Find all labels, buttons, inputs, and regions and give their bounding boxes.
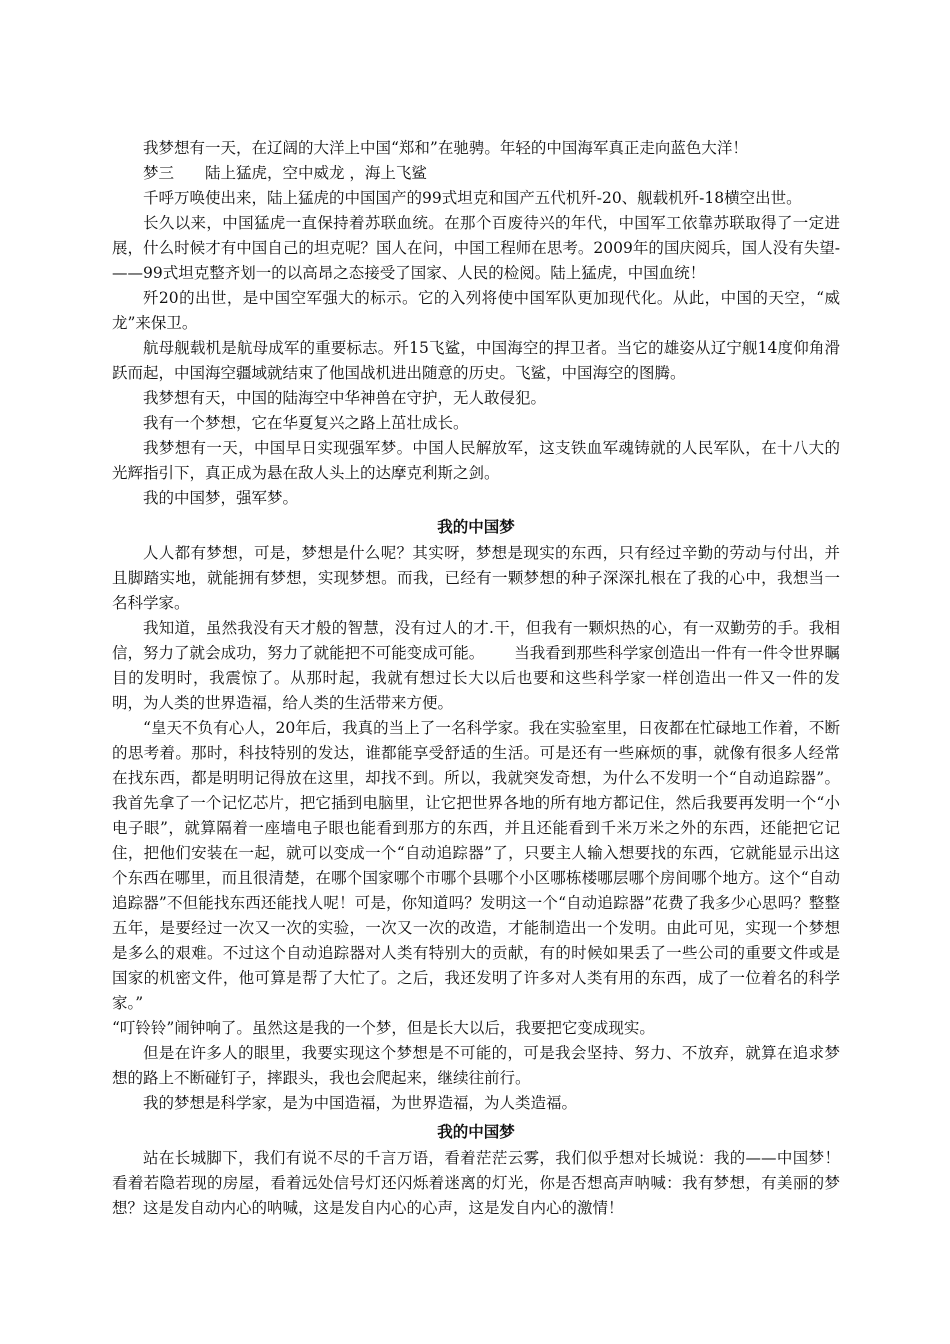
paragraph-tank-history: 长久以来，中国猛虎一直保持着苏联血统。在那个百废待兴的年代，中国军工依靠苏联取得了一定进展，什么时候才有中国自己的坦克呢？国人在问，中国工程师在思考。2009年的国庆阅兵，国人没有失望-——99式坦克整齐划一的以高昂之态接受了国家、人民的检阅。陆上猛虎，中国血统！ (112, 214, 840, 282)
paragraph-great-wall: 站在长城脚下，我们有说不尽的千言万语，看着茫茫云雾，我们似乎想对长城说：我的——中国梦！看着若隐若现的房屋，看着远处信号灯还闪烁着迷离的灯光，你是否想高声呐喊：我有梦想，有美丽的梦想？这是发自动内心的呐喊，这是发自内心的心声，这是发自内心的激情！ (112, 1149, 840, 1217)
paragraph-zhenghe-dream: 我梦想有一天，在辽阔的大洋上中国“郑和”在驰骋。年轻的中国海军真正走向蓝色大洋！ (143, 139, 748, 157)
paragraph-hardworking (112, 616, 840, 716)
essay-title-scientist: 我的中国梦 (437, 518, 515, 536)
paragraph-dream-three-heading: 梦三 陆上猛虎，空中威龙 ，海上飞鲨 (143, 164, 427, 182)
paragraph-revival-dream: 我有一个梦想，它在华夏复兴之路上茁壮成长。 (143, 414, 469, 432)
essay-title-great-wall: 我的中国梦 (437, 1123, 515, 1141)
paragraph-strong-army-dream: 我梦想有一天，中国早日实现强军梦。中国人民解放军，这支铁血军魂铸就的人民军队，在十八大的光辉指引下，真正成为悬在敌人头上的达摩克利斯之剑。 (112, 439, 840, 482)
paragraph-alarm-clock: “叮铃铃”闹钟响了。虽然这是我的一个梦，但是长大以后，我要把它变成现实。 (112, 1019, 655, 1037)
paragraph-guardian-beasts: 我梦想有天，中国的陆海空中华神兽在守护，无人敢侵犯。 (143, 389, 547, 407)
paragraph-j15: 航母舰载机是航母成军的重要标志。歼15飞鲨，中国海空的捍卫者。当它的雄姿从辽宁舰14度仰角滑跃而起，中国海空疆域就结束了他国战机进出随意的历史。飞鲨，中国海空的图腾。 (112, 339, 840, 382)
paragraph-auto-tracker-story: “皇天不负有心人，20年后，我真的当上了一名科学家。我在实验室里，日夜都在忙碌地工作着，不断的思考着。那时，科技特别的发达，谁都能享受舒适的生活。可是还有一些麻烦的事，就像有很多人经常在找东西，都是明明记得放在这里，却找不到。所以，我就突发奇想，为什么不发明一个“自动追踪器”。我首先拿了一个记忆芯片，把它插到电脑里，让它把世界各地的所有地方都记住，然后我要再发明一个“小电子眼”，就算隔着一座墙电子眼也能看到那方的东西，并且还能看到千米万米之外的东西，还能把它记住，把他们安装在一起，就可以变成一个“自动追踪器”了，只要主人输入想要找的东西，它就能显示出这个东西在哪里，而且很清楚，在哪个国家哪个市哪个县哪个小区哪栋楼哪层哪个房间哪个地方。这个“自动追踪器”不但能找东西还能找人呢！可是，你知道吗？发明这一个“自动追踪器”花费了我多少心思吗？整整五年，是要经过一次又一次的实验，一次又一次的改造，才能制造出一个发明。由此可见，实现一个梦想是多么的艰难。不过这个自动追踪器对人类有特别大的贡献，有的时候如果丢了一些公司的重要文件或是国家的机密文件，他可算是帮了大忙了。之后，我还发明了许多对人类有用的东西，成了一位着名的科学家。” (112, 719, 840, 1012)
paragraph-persist: 但是在许多人的眼里，我要实现这个梦想是不可能的，可是我会坚持、努力、不放弃，就算在追求梦想的路上不断碰钉子，摔跟头，我也会爬起来，继续往前行。 (112, 1044, 840, 1087)
paragraph-hardworking-part2: 当我看到那些科学家创造出一件有一件令世界瞩目的发明时，我震惊了。从那时起，我就有想过长大以后也要和这些科学家一样创造出一件又一件的发明，为人类的世界造福，给人类的生活带来方便。 (112, 644, 840, 712)
paragraph-everyone-has-dreams: 人人都有梦想，可是，梦想是什么呢？其实呀，梦想是现实的东西，只有经过辛勤的劳动与付出，并且脚踏实地，就能拥有梦想，实现梦想。而我，已经有一颗梦想的种子深深扎根在了我的心中，我想当一名科学家。 (112, 544, 840, 612)
paragraph-new-weapons: 千呼万唤使出来，陆上猛虎的中国国产的99式坦克和国产五代机歼-20、舰载机歼-18横空出世。 (143, 189, 802, 207)
paragraph-strong-army-closing: 我的中国梦，强军梦。 (143, 489, 299, 507)
document-page (112, 136, 840, 1221)
paragraph-scientist-dream: 我的梦想是科学家，是为中国造福，为世界造福，为人类造福。 (143, 1094, 578, 1112)
paragraph-hardworking-part1: 我知道，虽然我没有天才般的智慧，没有过人的才.干，但我有一颗炽热的心，有一双勤劳的手。我相信，努力了就会成功，努力了就能把不可能变成可能。 (112, 619, 840, 662)
paragraph-j20: 歼20的出世，是中国空军强大的标示。它的入列将使中国军队更加现代化。从此，中国的天空，“威龙”来保卫。 (112, 289, 840, 332)
